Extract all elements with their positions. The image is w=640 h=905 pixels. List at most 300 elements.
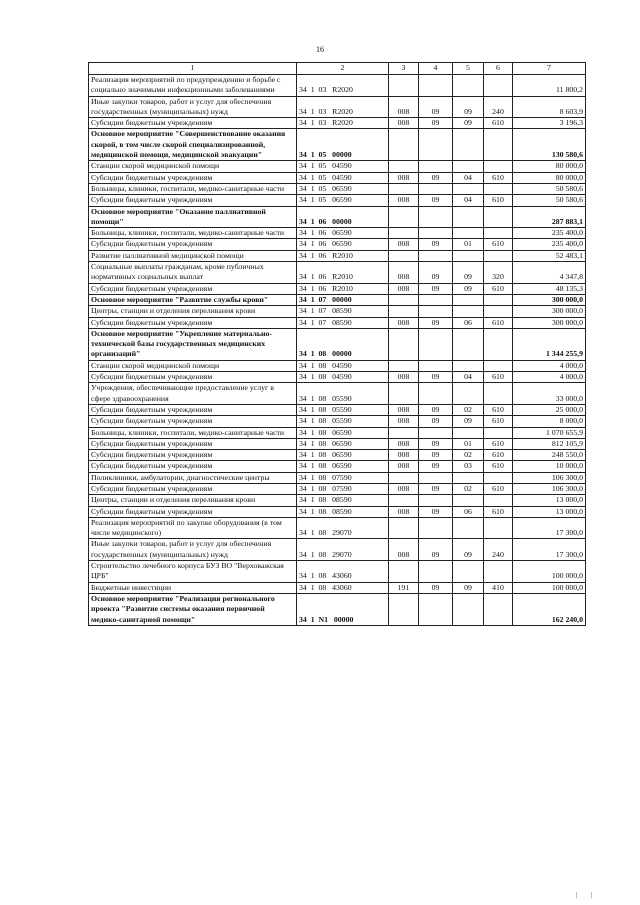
row-ved-cell xyxy=(389,129,419,161)
row-expense-type-cell: 610 xyxy=(484,239,513,250)
row-amount-cell: 812 105,9 xyxy=(513,438,586,449)
row-amount-cell: 300 000,0 xyxy=(513,306,586,317)
table-row xyxy=(89,404,586,415)
row-amount-cell: 8 000,0 xyxy=(513,416,586,427)
row-name-cell: Развитие паллиативной медицинской помощи xyxy=(89,250,297,261)
row-name-cell: Субсидии бюджетным учреждениям xyxy=(89,450,297,461)
row-amount-cell: 162 240,0 xyxy=(513,593,586,625)
row-section-cell: 09 xyxy=(419,483,453,494)
row-subsection-cell xyxy=(453,183,484,194)
row-subsection-cell: 02 xyxy=(453,483,484,494)
scan-mark: | | xyxy=(575,891,598,899)
row-section-cell: 09 xyxy=(419,506,453,517)
row-subsection-cell xyxy=(453,427,484,438)
row-name-cell: Социальные выплаты гражданам, кроме публичных нормативных социальных выплат xyxy=(89,262,297,284)
row-code-cell: 34 1 03 R2020 xyxy=(297,75,389,97)
row-name-cell: Поликлиники, амбулатории, диагностические центры xyxy=(89,472,297,483)
row-code-cell: 34 1 08 04590 xyxy=(297,372,389,383)
table-row xyxy=(89,250,586,261)
table-row xyxy=(89,294,586,305)
row-expense-type-cell xyxy=(484,360,513,371)
row-section-cell: 09 xyxy=(419,239,453,250)
row-subsection-cell: 04 xyxy=(453,172,484,183)
row-ved-cell: 008 xyxy=(389,506,419,517)
row-ved-cell xyxy=(389,561,419,583)
row-subsection-cell: 09 xyxy=(453,118,484,129)
row-subsection-cell xyxy=(453,306,484,317)
row-code-cell: 34 1 05 00000 xyxy=(297,129,389,161)
row-amount-cell: 1 070 655,9 xyxy=(513,427,586,438)
row-section-cell: 09 xyxy=(419,438,453,449)
row-section-cell xyxy=(419,129,453,161)
row-amount-cell: 13 000,0 xyxy=(513,495,586,506)
row-section-cell: 09 xyxy=(419,450,453,461)
row-ved-cell: 008 xyxy=(389,539,419,561)
row-amount-cell: 25 000,0 xyxy=(513,404,586,415)
table-row xyxy=(89,129,586,161)
row-subsection-cell xyxy=(453,383,484,405)
row-subsection-cell xyxy=(453,129,484,161)
row-subsection-cell: 06 xyxy=(453,317,484,328)
row-expense-type-cell: 610 xyxy=(484,416,513,427)
table-row xyxy=(89,206,586,228)
row-expense-type-cell xyxy=(484,495,513,506)
row-code-cell: 34 1 06 R2010 xyxy=(297,283,389,294)
row-code-cell: 34 1 N1 00000 xyxy=(297,593,389,625)
table-row xyxy=(89,172,586,183)
row-subsection-cell xyxy=(453,472,484,483)
row-ved-cell: 008 xyxy=(389,438,419,449)
row-ved-cell: 008 xyxy=(389,195,419,206)
row-ved-cell xyxy=(389,75,419,97)
row-ved-cell xyxy=(389,328,419,360)
row-name-cell: Реализация мероприятий по предупреждению и борьбе с социально значимыми инфекционными заболеваниями xyxy=(89,75,297,97)
row-name-cell: Больницы, клиники, госпитали, медико-санитарные части xyxy=(89,427,297,438)
table-row xyxy=(89,506,586,517)
row-expense-type-cell: 610 xyxy=(484,506,513,517)
table-row xyxy=(89,383,586,405)
column-header: 3 xyxy=(389,63,419,75)
row-ved-cell: 008 xyxy=(389,372,419,383)
row-code-cell: 34 1 05 04590 xyxy=(297,161,389,172)
row-section-cell xyxy=(419,228,453,239)
row-ved-cell: 008 xyxy=(389,416,419,427)
column-header: 6 xyxy=(484,63,513,75)
row-ved-cell xyxy=(389,427,419,438)
row-name-cell: Больницы, клиники, госпитали, медико-санитарные части xyxy=(89,183,297,194)
row-section-cell: 09 xyxy=(419,262,453,284)
row-amount-cell: 52 483,1 xyxy=(513,250,586,261)
row-subsection-cell xyxy=(453,328,484,360)
table-row xyxy=(89,593,586,625)
row-name-cell: Станции скорой медицинской помощи xyxy=(89,360,297,371)
row-code-cell: 34 1 08 05590 xyxy=(297,416,389,427)
table-row xyxy=(89,262,586,284)
table-row xyxy=(89,75,586,97)
row-amount-cell: 80 000,0 xyxy=(513,161,586,172)
row-section-cell xyxy=(419,383,453,405)
row-expense-type-cell xyxy=(484,294,513,305)
row-expense-type-cell: 610 xyxy=(484,372,513,383)
row-code-cell: 34 1 08 07590 xyxy=(297,472,389,483)
row-code-cell: 34 1 08 29070 xyxy=(297,517,389,539)
row-ved-cell: 008 xyxy=(389,404,419,415)
row-subsection-cell xyxy=(453,593,484,625)
row-name-cell: Субсидии бюджетным учреждениям xyxy=(89,239,297,250)
row-amount-cell: 287 883,1 xyxy=(513,206,586,228)
table-row xyxy=(89,483,586,494)
row-subsection-cell: 09 xyxy=(453,416,484,427)
row-amount-cell: 11 800,2 xyxy=(513,75,586,97)
row-section-cell: 09 xyxy=(419,96,453,118)
row-name-cell: Субсидии бюджетным учреждениям xyxy=(89,118,297,129)
row-section-cell xyxy=(419,294,453,305)
row-name-cell: Субсидии бюджетным учреждениям xyxy=(89,483,297,494)
row-expense-type-cell xyxy=(484,183,513,194)
row-name-cell: Основное мероприятие "Развитие службы крови" xyxy=(89,294,297,305)
row-expense-type-cell: 610 xyxy=(484,483,513,494)
row-name-cell: Бюджетные инвестиции xyxy=(89,582,297,593)
row-ved-cell xyxy=(389,383,419,405)
table-row xyxy=(89,118,586,129)
row-section-cell: 09 xyxy=(419,283,453,294)
row-section-cell xyxy=(419,183,453,194)
row-expense-type-cell: 610 xyxy=(484,438,513,449)
table-row xyxy=(89,472,586,483)
row-section-cell xyxy=(419,250,453,261)
row-code-cell: 34 1 06 00000 xyxy=(297,206,389,228)
column-header: 4 xyxy=(419,63,453,75)
table-body xyxy=(89,75,586,626)
row-subsection-cell xyxy=(453,360,484,371)
row-section-cell: 09 xyxy=(419,195,453,206)
row-name-cell: Центры, станции и отделения переливания крови xyxy=(89,306,297,317)
row-ved-cell: 008 xyxy=(389,262,419,284)
table-row xyxy=(89,461,586,472)
row-name-cell: Реализация мероприятий по закупке оборудования (в том числе медицинского) xyxy=(89,517,297,539)
column-header: 5 xyxy=(453,63,484,75)
row-section-cell xyxy=(419,517,453,539)
row-code-cell: 34 1 08 06590 xyxy=(297,427,389,438)
row-ved-cell: 008 xyxy=(389,317,419,328)
column-header: 2 xyxy=(297,63,389,75)
row-code-cell: 34 1 06 06590 xyxy=(297,239,389,250)
table-row xyxy=(89,517,586,539)
row-code-cell: 34 1 08 08590 xyxy=(297,506,389,517)
row-expense-type-cell xyxy=(484,383,513,405)
row-ved-cell xyxy=(389,306,419,317)
row-ved-cell: 008 xyxy=(389,450,419,461)
row-amount-cell: 130 580,6 xyxy=(513,129,586,161)
row-subsection-cell: 03 xyxy=(453,461,484,472)
row-amount-cell: 48 135,3 xyxy=(513,283,586,294)
row-subsection-cell: 04 xyxy=(453,372,484,383)
row-amount-cell: 33 000,0 xyxy=(513,383,586,405)
row-amount-cell: 50 580,6 xyxy=(513,183,586,194)
row-expense-type-cell xyxy=(484,517,513,539)
table-row xyxy=(89,317,586,328)
row-expense-type-cell xyxy=(484,472,513,483)
row-ved-cell xyxy=(389,206,419,228)
row-section-cell xyxy=(419,495,453,506)
row-ved-cell xyxy=(389,360,419,371)
row-ved-cell: 008 xyxy=(389,172,419,183)
row-subsection-cell: 06 xyxy=(453,506,484,517)
row-ved-cell: 008 xyxy=(389,483,419,494)
row-ved-cell xyxy=(389,183,419,194)
row-ved-cell: 191 xyxy=(389,582,419,593)
row-section-cell: 09 xyxy=(419,582,453,593)
row-ved-cell: 008 xyxy=(389,118,419,129)
column-header: 7 xyxy=(513,63,586,75)
row-name-cell: Основное мероприятие "Совершенствование оказания скорой, в том числе скорой специализированной, медицинской помощи, медицинской эвакуации" xyxy=(89,129,297,161)
row-ved-cell xyxy=(389,495,419,506)
row-amount-cell: 17 300,0 xyxy=(513,517,586,539)
row-code-cell: 34 1 05 04590 xyxy=(297,172,389,183)
row-subsection-cell xyxy=(453,495,484,506)
row-expense-type-cell: 610 xyxy=(484,461,513,472)
row-name-cell: Больницы, клиники, госпитали, медико-санитарные части xyxy=(89,228,297,239)
row-subsection-cell xyxy=(453,228,484,239)
row-code-cell: 34 1 08 43060 xyxy=(297,582,389,593)
row-expense-type-cell: 320 xyxy=(484,262,513,284)
row-code-cell: 34 1 08 04590 xyxy=(297,360,389,371)
row-expense-type-cell xyxy=(484,129,513,161)
row-name-cell: Учреждения, обеспечивающие предоставление услуг в сфере здравоохранения xyxy=(89,383,297,405)
table-row xyxy=(89,283,586,294)
row-section-cell: 09 xyxy=(419,317,453,328)
row-code-cell: 34 1 03 R2020 xyxy=(297,96,389,118)
row-subsection-cell xyxy=(453,517,484,539)
row-name-cell: Субсидии бюджетным учреждениям xyxy=(89,416,297,427)
row-amount-cell: 13 000,0 xyxy=(513,506,586,517)
row-ved-cell xyxy=(389,294,419,305)
row-name-cell: Субсидии бюджетным учреждениям xyxy=(89,317,297,328)
row-subsection-cell: 09 xyxy=(453,582,484,593)
row-subsection-cell xyxy=(453,561,484,583)
row-subsection-cell: 09 xyxy=(453,96,484,118)
row-code-cell: 34 1 07 00000 xyxy=(297,294,389,305)
row-expense-type-cell xyxy=(484,593,513,625)
row-expense-type-cell xyxy=(484,306,513,317)
row-ved-cell xyxy=(389,161,419,172)
row-name-cell: Строительство лечебного корпуса БУЗ ВО "Верховажская ЦРБ" xyxy=(89,561,297,583)
row-ved-cell xyxy=(389,517,419,539)
row-code-cell: 34 1 07 08590 xyxy=(297,306,389,317)
table-row xyxy=(89,161,586,172)
row-ved-cell: 008 xyxy=(389,461,419,472)
row-name-cell: Субсидии бюджетным учреждениям xyxy=(89,438,297,449)
row-code-cell: 34 1 08 06590 xyxy=(297,461,389,472)
row-ved-cell xyxy=(389,250,419,261)
row-ved-cell: 008 xyxy=(389,239,419,250)
row-section-cell xyxy=(419,472,453,483)
row-expense-type-cell xyxy=(484,328,513,360)
row-subsection-cell xyxy=(453,206,484,228)
table-row xyxy=(89,306,586,317)
row-expense-type-cell xyxy=(484,561,513,583)
row-expense-type-cell: 610 xyxy=(484,172,513,183)
row-name-cell: Основное мероприятие "Оказание паллиативной помощи" xyxy=(89,206,297,228)
row-section-cell xyxy=(419,561,453,583)
row-amount-cell: 10 000,0 xyxy=(513,461,586,472)
budget-table xyxy=(88,62,586,626)
row-code-cell: 34 1 08 29070 xyxy=(297,539,389,561)
row-code-cell: 34 1 03 R2020 xyxy=(297,118,389,129)
row-ved-cell: 008 xyxy=(389,96,419,118)
row-code-cell: 34 1 08 08590 xyxy=(297,495,389,506)
row-amount-cell: 4 347,8 xyxy=(513,262,586,284)
row-amount-cell: 80 000,0 xyxy=(513,172,586,183)
row-expense-type-cell: 610 xyxy=(484,317,513,328)
row-amount-cell: 300 000,0 xyxy=(513,317,586,328)
row-code-cell: 34 1 08 06590 xyxy=(297,450,389,461)
row-code-cell: 34 1 07 08590 xyxy=(297,317,389,328)
table-row xyxy=(89,96,586,118)
row-ved-cell xyxy=(389,228,419,239)
row-expense-type-cell: 240 xyxy=(484,96,513,118)
row-subsection-cell: 09 xyxy=(453,539,484,561)
row-expense-type-cell xyxy=(484,427,513,438)
row-expense-type-cell: 610 xyxy=(484,283,513,294)
row-name-cell: Иные закупки товаров, работ и услуг для обеспечения государственных (муниципальных) нужд xyxy=(89,96,297,118)
row-code-cell: 34 1 08 05590 xyxy=(297,383,389,405)
row-amount-cell: 8 603,9 xyxy=(513,96,586,118)
row-name-cell: Субсидии бюджетным учреждениям xyxy=(89,195,297,206)
row-subsection-cell xyxy=(453,161,484,172)
row-expense-type-cell xyxy=(484,206,513,228)
table-row xyxy=(89,561,586,583)
row-name-cell: Субсидии бюджетным учреждениям xyxy=(89,506,297,517)
row-subsection-cell: 01 xyxy=(453,438,484,449)
row-expense-type-cell: 240 xyxy=(484,539,513,561)
row-amount-cell: 4 000,0 xyxy=(513,372,586,383)
row-code-cell: 34 1 06 R2010 xyxy=(297,262,389,284)
row-name-cell: Субсидии бюджетным учреждениям xyxy=(89,172,297,183)
row-subsection-cell: 02 xyxy=(453,404,484,415)
table-row xyxy=(89,450,586,461)
row-amount-cell: 17 300,0 xyxy=(513,539,586,561)
row-amount-cell: 248 550,0 xyxy=(513,450,586,461)
row-section-cell xyxy=(419,593,453,625)
table-row xyxy=(89,416,586,427)
row-section-cell xyxy=(419,206,453,228)
table-row xyxy=(89,239,586,250)
row-section-cell: 09 xyxy=(419,372,453,383)
table-row xyxy=(89,228,586,239)
row-amount-cell: 4 000,0 xyxy=(513,360,586,371)
row-amount-cell: 300 000,0 xyxy=(513,294,586,305)
row-code-cell: 34 1 06 R2010 xyxy=(297,250,389,261)
row-amount-cell: 106 300,0 xyxy=(513,472,586,483)
row-section-cell xyxy=(419,328,453,360)
row-section-cell xyxy=(419,427,453,438)
row-amount-cell: 50 580,6 xyxy=(513,195,586,206)
row-amount-cell: 235 400,0 xyxy=(513,239,586,250)
row-name-cell: Субсидии бюджетным учреждениям xyxy=(89,283,297,294)
row-section-cell xyxy=(419,360,453,371)
row-name-cell: Субсидии бюджетным учреждениям xyxy=(89,404,297,415)
page-number: 16 xyxy=(316,45,324,54)
row-ved-cell xyxy=(389,593,419,625)
row-code-cell: 34 1 06 06590 xyxy=(297,228,389,239)
table-row xyxy=(89,427,586,438)
row-name-cell: Станции скорой медицинской помощи xyxy=(89,161,297,172)
row-amount-cell: 100 000,0 xyxy=(513,582,586,593)
row-subsection-cell: 09 xyxy=(453,262,484,284)
row-name-cell: Субсидии бюджетным учреждениям xyxy=(89,372,297,383)
row-amount-cell: 1 344 255,9 xyxy=(513,328,586,360)
row-section-cell: 09 xyxy=(419,461,453,472)
row-expense-type-cell xyxy=(484,228,513,239)
table-row xyxy=(89,582,586,593)
row-subsection-cell: 09 xyxy=(453,283,484,294)
row-code-cell: 34 1 08 05590 xyxy=(297,404,389,415)
row-amount-cell: 100 000,0 xyxy=(513,561,586,583)
row-expense-type-cell: 610 xyxy=(484,195,513,206)
row-subsection-cell xyxy=(453,294,484,305)
row-section-cell xyxy=(419,75,453,97)
table-row xyxy=(89,195,586,206)
row-code-cell: 34 1 08 07590 xyxy=(297,483,389,494)
row-expense-type-cell xyxy=(484,75,513,97)
table-row xyxy=(89,438,586,449)
row-section-cell: 09 xyxy=(419,539,453,561)
row-amount-cell: 106 300,0 xyxy=(513,483,586,494)
row-name-cell: Основное мероприятие "Укрепление материально-технической базы государственных медицинских организаций" xyxy=(89,328,297,360)
row-subsection-cell: 04 xyxy=(453,195,484,206)
row-subsection-cell xyxy=(453,75,484,97)
row-section-cell: 09 xyxy=(419,416,453,427)
row-code-cell: 34 1 08 43060 xyxy=(297,561,389,583)
row-subsection-cell xyxy=(453,250,484,261)
row-name-cell: Субсидии бюджетным учреждениям xyxy=(89,461,297,472)
table-row xyxy=(89,372,586,383)
row-code-cell: 34 1 05 06590 xyxy=(297,195,389,206)
row-expense-type-cell: 610 xyxy=(484,118,513,129)
row-amount-cell: 235 400,0 xyxy=(513,228,586,239)
row-subsection-cell: 01 xyxy=(453,239,484,250)
row-name-cell: Основное мероприятие "Реализация регионального проекта "Развитие системы оказания первичной медико-санитарной помощи" xyxy=(89,593,297,625)
row-section-cell xyxy=(419,306,453,317)
row-expense-type-cell xyxy=(484,250,513,261)
row-code-cell: 34 1 08 00000 xyxy=(297,328,389,360)
column-header: 1 xyxy=(89,63,297,75)
row-expense-type-cell: 410 xyxy=(484,582,513,593)
table-row xyxy=(89,328,586,360)
column-number-row xyxy=(89,63,586,75)
row-ved-cell xyxy=(389,472,419,483)
table-row xyxy=(89,495,586,506)
table-row xyxy=(89,360,586,371)
row-section-cell: 09 xyxy=(419,404,453,415)
row-subsection-cell: 02 xyxy=(453,450,484,461)
row-expense-type-cell xyxy=(484,161,513,172)
row-section-cell xyxy=(419,161,453,172)
row-section-cell: 09 xyxy=(419,172,453,183)
row-amount-cell: 3 196,3 xyxy=(513,118,586,129)
row-expense-type-cell: 610 xyxy=(484,450,513,461)
row-expense-type-cell: 610 xyxy=(484,404,513,415)
table-row xyxy=(89,183,586,194)
row-section-cell: 09 xyxy=(419,118,453,129)
table-row xyxy=(89,539,586,561)
row-name-cell: Иные закупки товаров, работ и услуг для обеспечения государственных (муниципальных) нужд xyxy=(89,539,297,561)
row-code-cell: 34 1 08 06590 xyxy=(297,438,389,449)
row-code-cell: 34 1 05 06590 xyxy=(297,183,389,194)
row-ved-cell: 008 xyxy=(389,283,419,294)
row-name-cell: Центры, станции и отделения переливания крови xyxy=(89,495,297,506)
